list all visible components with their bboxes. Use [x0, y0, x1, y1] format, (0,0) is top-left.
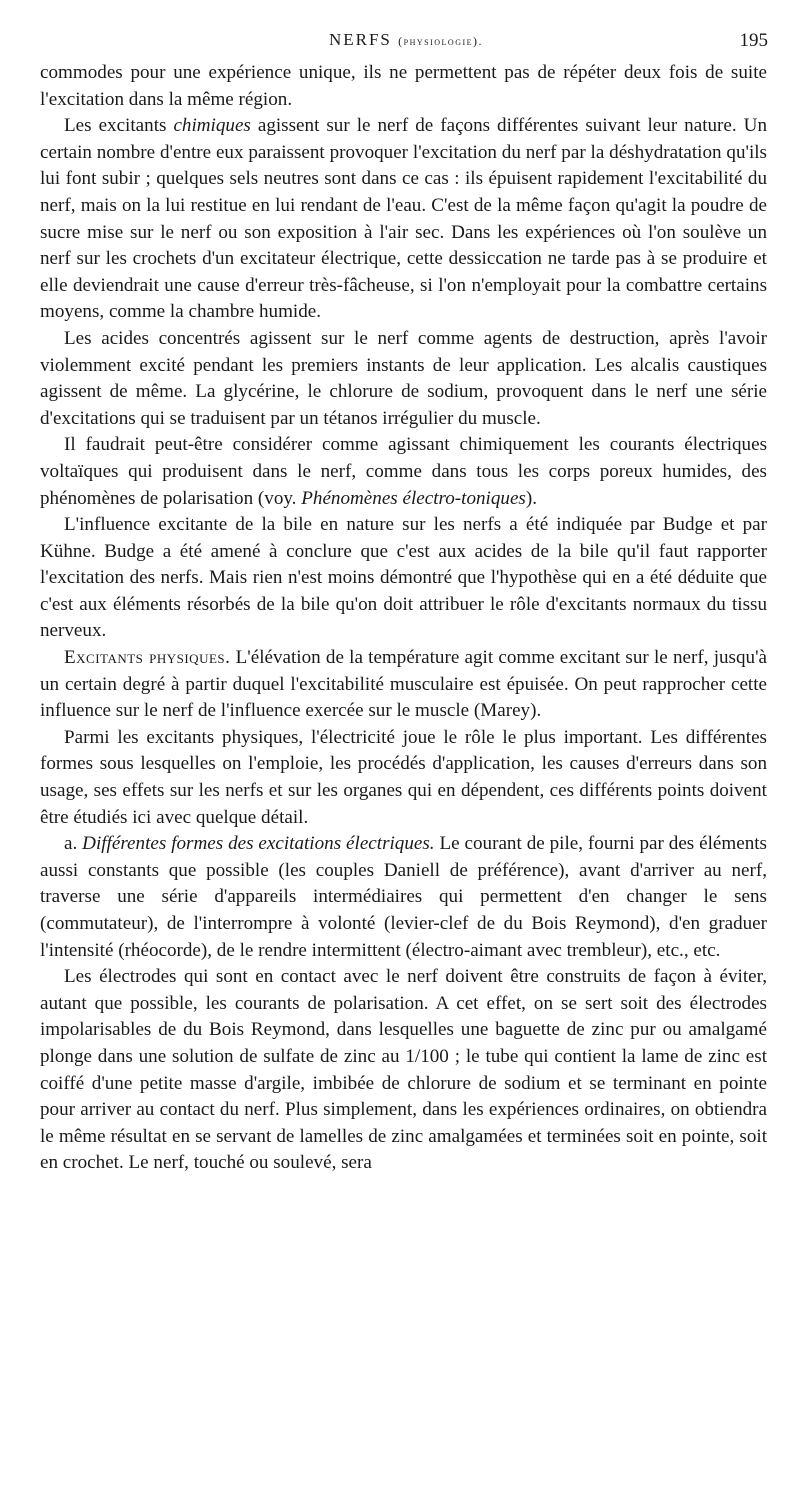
body-text [40, 60, 767, 1177]
page-number: 195 [739, 30, 768, 51]
page-header [40, 30, 772, 60]
paragraph-4-rest: ). [525, 487, 538, 509]
paragraph-4 [40, 432, 767, 512]
running-title [40, 30, 772, 50]
paragraph-8-rest: Le courant de pile, fourni par des éléments aussi constants que possible (les couples Daniell de préférence), avant d'arriver au nerf, traverse une série d'appareils intermédiaires qui permettent d'en changer le sens (commutateur), de l'interrompre à volonté (levier-clef de du Bois Reymond), d'en graduer l'intensité (rhéocorde), de le rendre intermittent (électro-aimant avec trembleur), etc., etc. [40, 833, 767, 961]
paragraph-2 [40, 113, 767, 326]
paragraph-5: L'influence excitante de la bile en nature sur les nerfs a été indiquée par Budge et par Kühne. Budge a été amené à conclure que c'est aux acides de la bile qu'il faut rapporter l'excitation des nerfs. Mais rien n'est moins démontré que l'hypothèse qui en a été déduite que c'est aux éléments résorbés de la bile qu'on doit attribuer le rôle d'excitants normaux du tissu nerveux. [40, 514, 767, 642]
paragraph-2-lead: Les excitants [64, 115, 174, 137]
section-heading-excitants-physiques: Excitants physiques. [64, 647, 231, 669]
subsection-heading-formes: Différentes formes des excitations électriques. [82, 833, 435, 855]
paragraph-2-rest: agissent sur le nerf de façons différentes suivant leur nature. Un certain nombre d'entre eux paraissent provoquer l'excitation du nerf par la déshydratation qu'ils lui font subir ; quelques sels neutres sont dans ce cas : ils épuisent rapidement l'excitabilité du nerf, mais on la lui restitue en lui rendant de l'eau. C'est de la même façon qu'agit la poudre de sucre mise sur le nerf ou son exposition à l'air sec. Dans les expériences où l'on soulève un nerf sur les crochets d'un excitateur électrique, cette dessiccation ne tarde pas à se produire et elle deviendrait une cause d'erreur très-fâcheuse, si l'on n'employait pour la combattre certains moyens, comme la chambre humide. [40, 115, 767, 323]
running-title-main: NERFS [328, 30, 392, 49]
paragraph-7: Parmi les excitants physiques, l'électricité joue le rôle le plus important. Les différentes formes sous lesquelles on l'emploie, les procédés d'application, les causes d'erreurs dans son usage, ses effets sur les nerfs et sur les organes qui en dépendent, ces différents points doivent être étudiés ici avec quelque détail. [40, 726, 767, 828]
paragraph-2-emphasis: chimiques [173, 115, 251, 137]
paragraph-4-emphasis: Phénomènes électro-toniques [301, 487, 526, 509]
paragraph-6-rest: L'élévation de la température agit comme excitant sur le nerf, jusqu'à un certain degré à partir duquel l'excitabilité musculaire est épuisée. On peut rapprocher cette influence sur le nerf de l'influence exercée sur le muscle (Marey). [40, 647, 767, 722]
running-title-sub: (physiologie). [398, 34, 484, 48]
paragraph-3: Les acides concentrés agissent sur le nerf comme agents de destruction, après l'avoir violemment excité pendant les premiers instants de leur application. Les alcalis caustiques agissent de même. La glycérine, le chlorure de sodium, provoquent dans le nerf une série d'excitations qui se traduisent par un tétanos irrégulier du muscle. [40, 327, 767, 429]
paragraph-8 [40, 831, 767, 964]
paragraph-1: commodes pour une expérience unique, ils ne permettent pas de répéter deux fois de suite l'excitation dans la même région. [40, 62, 767, 110]
paragraph-6 [40, 645, 767, 725]
paragraph-9: Les électrodes qui sont en contact avec le nerf doivent être construits de façon à éviter, autant que possible, les courants de polarisation. A cet effet, on se sert soit des électrodes impolarisables de du Bois Reymond, dans lesquelles une baguette de zinc pur ou amalgamé plonge dans une solution de sulfate de zinc au 1/100 ; le tube qui contient la lame de zinc est coiffé d'une petite masse d'argile, imbibée de chlorure de sodium et se terminant en pointe pour arriver au contact du nerf. Plus simplement, dans les expériences ordinaires, on obtiendra le même résultat en se servant de lamelles de zinc amalgamées et terminées soit en pointe, soit en crochet. Le nerf, touché ou soulevé, sera [40, 966, 767, 1174]
paragraph-4-lead: Il faudrait peut-être considérer comme agissant chimiquement les courants électriques voltaïques qui produisent dans le nerf, comme dans tous les corps poreux humides, des phénomènes de polarisation (voy. [40, 434, 767, 509]
paragraph-8-marker: a. [64, 833, 83, 855]
